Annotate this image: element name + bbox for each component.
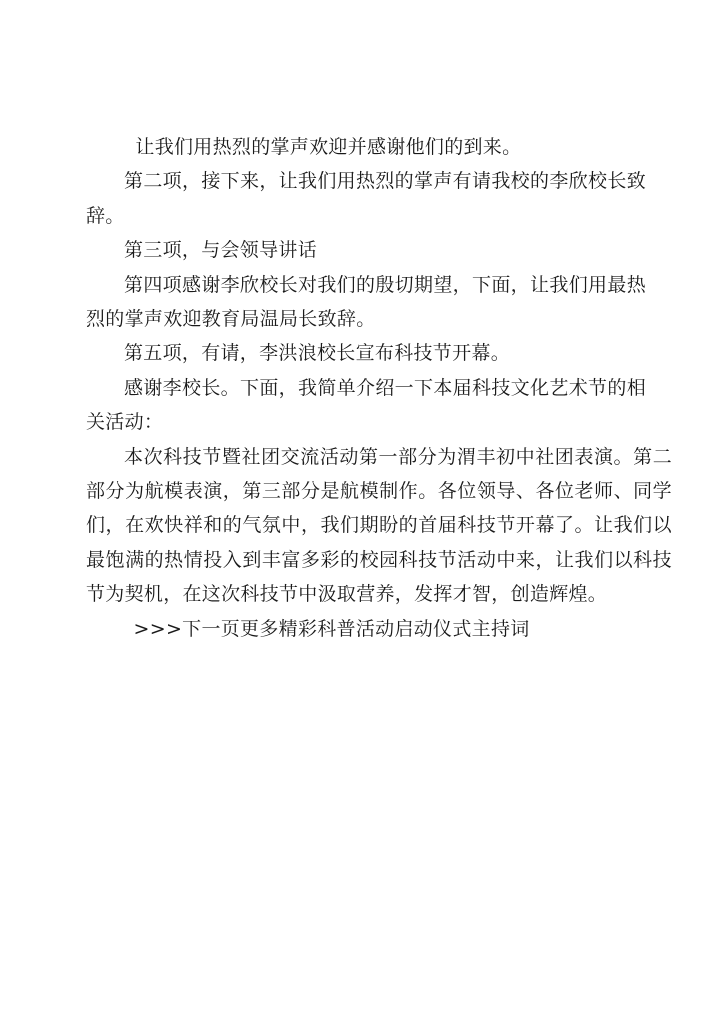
next-page-link[interactable]: >>>下一页更多精彩科普活动启动仪式主持词: [133, 617, 530, 640]
paragraph-item-two: 第二项，接下来，让我们用热烈的掌声有请我校的李欣校长致辞。: [86, 170, 646, 227]
paragraph-item-four: 第四项感谢李欣校长对我们的殷切期望，下面，让我们用最热烈的掌声欢迎教育局温局长致辞。: [86, 273, 646, 331]
paragraph-thanks: 感谢李校长。下面，我简单介绍一下本届科技文化艺术节的相关活动：: [86, 376, 646, 434]
paragraph-item-three: 第三项，与会领导讲话: [124, 239, 318, 262]
paragraph-activities: 本次科技节暨社团交流活动第一部分为渭丰初中社团表演。第二部分为航模表演，第三部分是航模制作。各位领导、各位老师、同学们，在欢快祥和的气氛中，我们期盼的首届科技节开幕了。让我们以最饱满的热情投入到丰富多彩的校园科技节活动中来，让我们以科技节为契机，在这次科技节中汲取营养，发挥才智，创造辉煌。: [86, 445, 672, 606]
paragraph-item-five: 第五项，有请，李洪浪校长宣布科技节开幕。: [124, 342, 511, 365]
document-body: [86, 130, 672, 646]
paragraph-welcome: 让我们用热烈的掌声欢迎并感谢他们的到来。: [135, 136, 522, 158]
